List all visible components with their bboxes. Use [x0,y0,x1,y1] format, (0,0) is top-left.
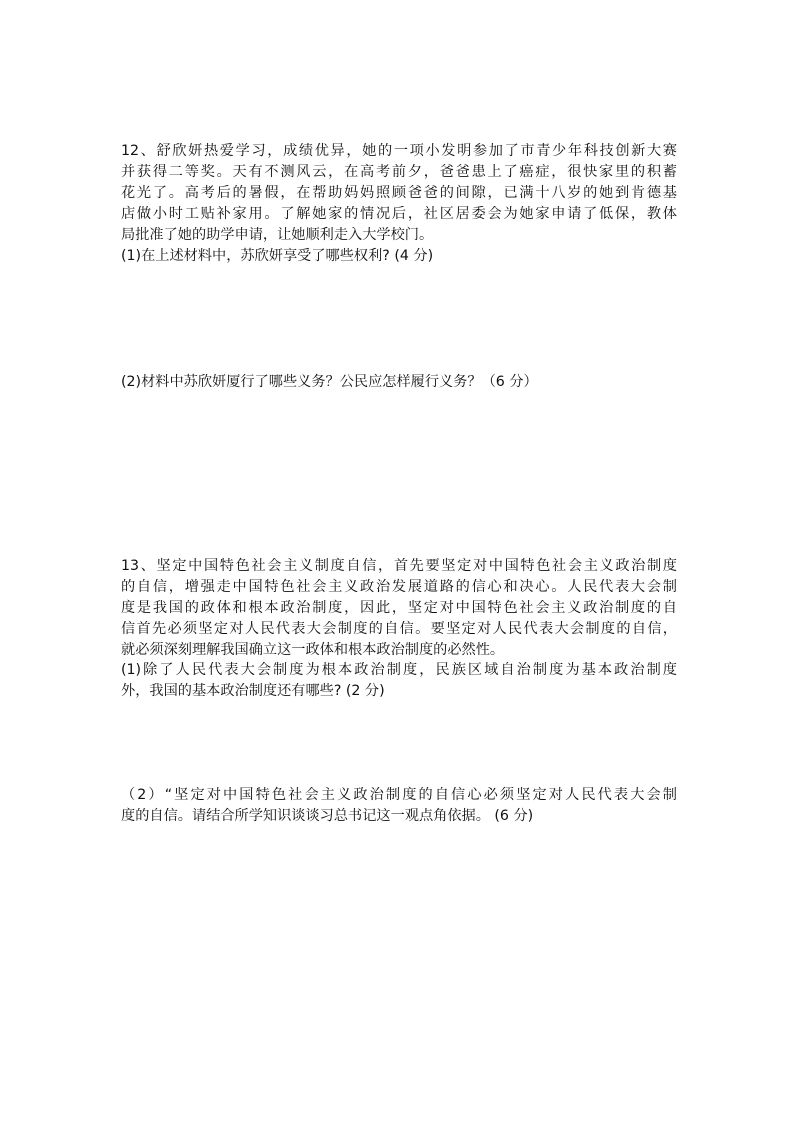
question-12-sub-2 [121,372,677,393]
text-line: 花光了。高考后的暑假，在帮助妈妈照顾爸爸的间隙，已满十八岁的她到肯德基 [121,185,677,201]
question-13-stem [121,556,677,661]
text-line: 度是我国的政体和根本政治制度，因此，坚定对中国特色社会主义政治制度的自 [121,600,677,616]
text-line: 局批准了她的助学申请，让她顺利走入大学校门。 [121,227,434,243]
question-13-sub-1 [121,660,677,702]
question-12-sub-1 [121,246,677,267]
text-line: 的自信，增强走中国特色社会主义政治发展道路的信心和决心。人民代表大会制 [121,579,677,595]
text-line: 信首先必须坚定对人民代表大会制度的自信。要坚定对人民代表大会制度的自信， [121,621,677,637]
text-line: （2）“坚定对中国特色社会主义政治制度的自信心必须坚定对人民代表大会制 [121,787,677,803]
question-13-sub-2 [121,785,677,827]
text-line: 度的自信。请结合所学知识谈谈习总书记这一观点角依据。 (6 分) [121,808,534,824]
text-line: (1)除了人民代表大会制度为根本政治制度，民族区域自治制度为基本政治制度 [121,662,677,678]
question-12-stem [121,141,677,246]
text-line: 就必须深刻理解我国确立这一政体和根本政治制度的必然性。 [121,642,505,658]
text-line: (2)材料中苏欣妍厦行了哪些义务？公民应怎样履行义务？（6 分） [121,374,538,390]
text-line: 12、舒欣妍热爱学习，成绩优异，她的一项小发明参加了市青少年科技创新大赛 [121,143,677,159]
text-line: 店做小时工贴补家用。了解她家的情况后，社区居委会为她家申请了低保，教体 [121,206,677,222]
text-line: (1)在上述材料中，苏欣妍享受了哪些权利? (4 分) [121,248,434,264]
text-line: 13、坚定中国特色社会主义制度自信，首先要坚定对中国特色社会主义政治制度 [121,558,677,574]
text-line: 外，我国的基本政治制度还有哪些? (2 分) [121,683,385,699]
text-line: 并获得二等奖。天有不测风云，在高考前夕，爸爸患上了癌症，很快家里的积蓄 [121,164,677,180]
